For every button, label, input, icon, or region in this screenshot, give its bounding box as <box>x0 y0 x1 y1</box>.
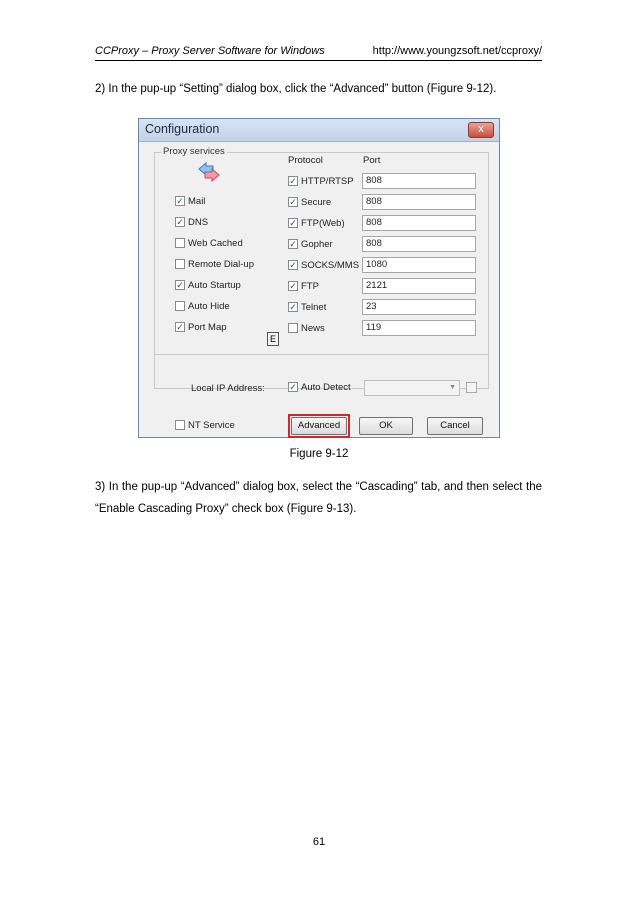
service-label: DNS <box>188 217 209 228</box>
service-checkbox[interactable]: ✓ <box>176 280 184 290</box>
ok-button[interactable]: OK <box>359 417 413 435</box>
protocol-checkbox[interactable]: ✓ <box>289 281 297 291</box>
dialog-titlebar <box>139 119 499 142</box>
advanced-button[interactable]: Advanced <box>291 417 347 435</box>
cancel-button[interactable]: Cancel <box>427 417 483 435</box>
protocol-label: FTP <box>301 281 319 292</box>
auto-detect-checkbox[interactable]: ✓ <box>289 382 297 392</box>
running-header-title: CCProxy – Proxy Server Software for Windows <box>95 45 325 57</box>
protocol-label: HTTP/RTSP <box>301 176 354 187</box>
port-header: Port <box>363 155 381 166</box>
running-header-url: http://www.youngzsoft.net/ccproxy/ <box>372 45 542 57</box>
protocol-checkbox[interactable]: ✓ <box>289 197 297 207</box>
port-input[interactable]: 2121 <box>362 278 476 294</box>
protocol-header: Protocol <box>288 155 323 166</box>
protocol-label: News <box>301 323 325 334</box>
chevron-down-icon: ▼ <box>449 384 456 391</box>
service-checkbox[interactable]: ✓ <box>176 196 184 206</box>
protocol-checkbox[interactable]: ✓ <box>289 176 297 186</box>
service-checkbox[interactable]: ✓ <box>176 217 184 227</box>
figure-caption: Figure 9-12 <box>289 448 349 460</box>
port-input[interactable]: 808 <box>362 215 476 231</box>
port-input[interactable]: 808 <box>362 173 476 189</box>
service-checkbox[interactable] <box>175 301 185 311</box>
service-label: Remote Dial-up <box>188 259 254 270</box>
protocol-label: Gopher <box>301 239 333 250</box>
service-label: Auto Startup <box>188 280 241 291</box>
service-label: Web Cached <box>188 238 243 249</box>
port-input[interactable]: 119 <box>362 320 476 336</box>
network-arrows-icon <box>198 161 220 183</box>
service-label: Auto Hide <box>188 301 230 312</box>
instruction-step-2: 2) In the pup-up “Setting” dialog box, click the “Advanced” button (Figure 9-12). <box>95 83 497 95</box>
nt-service-checkbox[interactable] <box>175 420 185 430</box>
local-ip-select[interactable] <box>364 380 460 396</box>
port-input[interactable]: 808 <box>362 194 476 210</box>
protocol-checkbox[interactable]: ✓ <box>289 239 297 249</box>
configuration-dialog <box>138 118 500 438</box>
port-map-edit-button[interactable]: E <box>267 332 279 346</box>
protocol-checkbox[interactable]: ✓ <box>289 302 297 312</box>
service-checkbox[interactable] <box>175 238 185 248</box>
page-number: 61 <box>312 836 326 848</box>
instruction-step-3: 3) In the pup-up “Advanced” dialog box, select the “Cascading” tab, and then select the “Enable Cascading Proxy” check box (Figure 9-13). <box>95 481 542 515</box>
protocol-label: Telnet <box>301 302 327 313</box>
port-input[interactable]: 1080 <box>362 257 476 273</box>
nt-service-label: NT Service <box>188 420 235 431</box>
service-label: Port Map <box>188 322 227 333</box>
service-checkbox[interactable] <box>175 259 185 269</box>
dialog-title: Configuration <box>145 122 220 136</box>
protocol-label: FTP(Web) <box>301 218 345 229</box>
header-divider <box>95 60 542 61</box>
protocol-checkbox[interactable]: ✓ <box>289 260 297 270</box>
close-button[interactable]: x <box>468 122 494 138</box>
local-ip-label: Local IP Address: <box>191 383 265 394</box>
service-label: Mail <box>188 196 206 207</box>
service-checkbox[interactable]: ✓ <box>176 322 184 332</box>
protocol-checkbox[interactable] <box>288 323 298 333</box>
port-input[interactable]: 808 <box>362 236 476 252</box>
protocol-checkbox[interactable]: ✓ <box>289 218 297 228</box>
protocol-label: SOCKS/MMS <box>301 260 360 271</box>
protocol-label: Secure <box>301 197 332 208</box>
dialog-client-area <box>143 142 495 433</box>
local-ip-extra-checkbox[interactable] <box>466 382 477 393</box>
port-input[interactable]: 23 <box>362 299 476 315</box>
proxy-services-legend: Proxy services <box>163 146 225 157</box>
auto-detect-label: Auto Detect <box>301 382 351 393</box>
